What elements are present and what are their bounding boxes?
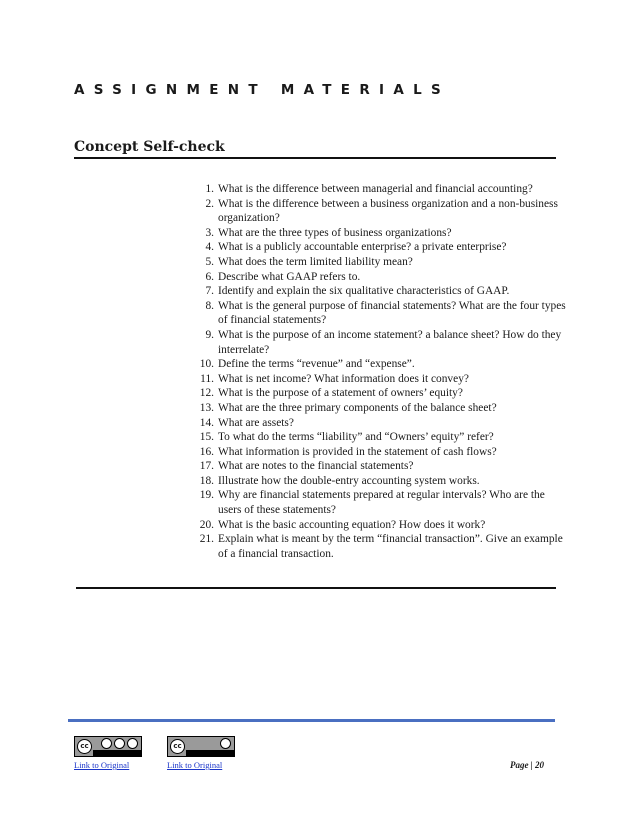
- question-text: What are notes to the financial statements?: [218, 460, 414, 473]
- question-number: 9.: [205, 328, 214, 341]
- question-item: [194, 459, 566, 474]
- question-text: What is the basic accounting equation? How does it work?: [218, 518, 486, 531]
- question-text: To what do the terms “liability” and “Owners’ equity” refer?: [218, 431, 494, 444]
- noncommercial-icon: [114, 738, 125, 749]
- link-to-original-1[interactable]: Link to Original: [74, 760, 130, 770]
- question-item: [194, 240, 566, 255]
- question-number: 14.: [199, 416, 214, 429]
- question-number: 16.: [199, 445, 214, 458]
- question-text: Why are financial statements prepared at regular intervals? Who are the users of these statements?: [218, 489, 545, 517]
- question-item: [194, 372, 566, 387]
- question-text: What is net income? What information does it convey?: [218, 372, 469, 385]
- question-text: What are the three primary components of the balance sheet?: [218, 401, 497, 414]
- question-item: [194, 226, 566, 241]
- attribution-icon: [101, 738, 112, 749]
- question-text: Describe what GAAP refers to.: [218, 270, 361, 283]
- question-text: What is the purpose of a statement of owners’ equity?: [218, 387, 463, 400]
- cc-logo-icon: cc: [170, 739, 185, 754]
- question-item: [194, 284, 566, 299]
- question-text: What is a publicly accountable enterprise? a private enterprise?: [218, 241, 507, 254]
- section-rule: [74, 157, 556, 159]
- question-item: [194, 445, 566, 460]
- question-number: 4.: [205, 241, 214, 254]
- question-item: [194, 270, 566, 285]
- assignment-materials-heading: ASSIGNMENT MATERIALS: [74, 82, 451, 98]
- question-number: 18.: [199, 474, 214, 487]
- question-item: [194, 532, 566, 561]
- question-number: 3.: [205, 226, 214, 239]
- question-number: 8.: [205, 299, 214, 312]
- question-item: [194, 197, 566, 226]
- question-number: 15.: [199, 431, 214, 444]
- question-item: [194, 255, 566, 270]
- question-item: [194, 488, 566, 517]
- section-title: Concept Self-check: [74, 139, 225, 155]
- question-number: 10.: [199, 358, 214, 371]
- question-number: 11.: [200, 372, 214, 385]
- question-text: What are the three types of business organizations?: [218, 226, 452, 239]
- section-end-rule: [76, 587, 556, 589]
- sharealike-icon: [127, 738, 138, 749]
- question-text: What information is provided in the statement of cash flows?: [218, 445, 497, 458]
- question-number: 6.: [205, 270, 214, 283]
- question-number: 7.: [205, 285, 214, 298]
- cc-by-nc-sa-badge-icon: [74, 736, 142, 757]
- question-item: [194, 357, 566, 372]
- question-item: [194, 430, 566, 445]
- question-number: 21.: [199, 533, 214, 546]
- question-item: [194, 474, 566, 489]
- question-number: 1.: [205, 183, 214, 195]
- question-item: [194, 401, 566, 416]
- question-item: [194, 299, 566, 328]
- cc-by-badge-icon: [167, 736, 235, 757]
- question-number: 17.: [199, 460, 214, 473]
- question-number: 19.: [199, 489, 214, 502]
- question-text: Explain what is meant by the term “financial transaction”. Give an example of a financial transaction.: [218, 533, 563, 560]
- question-item: [194, 328, 566, 357]
- question-item: [194, 518, 566, 533]
- question-number: 2.: [205, 197, 214, 210]
- question-text: What is the general purpose of financial statements? What are the four types of financial statements?: [218, 299, 566, 327]
- question-text: Define the terms “revenue” and “expense”.: [218, 358, 415, 371]
- cc-logo-icon: cc: [77, 739, 92, 754]
- question-text: What is the difference between a business organization and a non-business organization?: [218, 197, 558, 225]
- question-item: [194, 182, 566, 197]
- question-number: 20.: [199, 518, 214, 531]
- question-number: 12.: [199, 387, 214, 400]
- question-number: 13.: [199, 401, 214, 414]
- question-text: Illustrate how the double-entry accounting system works.: [218, 474, 480, 487]
- attribution-icon: [220, 738, 231, 749]
- question-text: What is the purpose of an income statement? a balance sheet? How do they interrelate?: [218, 328, 562, 356]
- question-text: What is the difference between managerial and financial accounting?: [218, 183, 533, 195]
- question-list: [194, 182, 566, 561]
- question-item: [194, 416, 566, 431]
- question-number: 5.: [205, 255, 214, 268]
- footer-rule: [68, 719, 555, 722]
- question-item: [194, 386, 566, 401]
- question-text: Identify and explain the six qualitative characteristics of GAAP.: [218, 285, 510, 298]
- link-to-original-2[interactable]: Link to Original: [167, 760, 223, 770]
- question-text: What does the term limited liability mean?: [218, 255, 413, 268]
- page-number: Page | 20: [510, 760, 544, 770]
- question-text: What are assets?: [218, 416, 294, 429]
